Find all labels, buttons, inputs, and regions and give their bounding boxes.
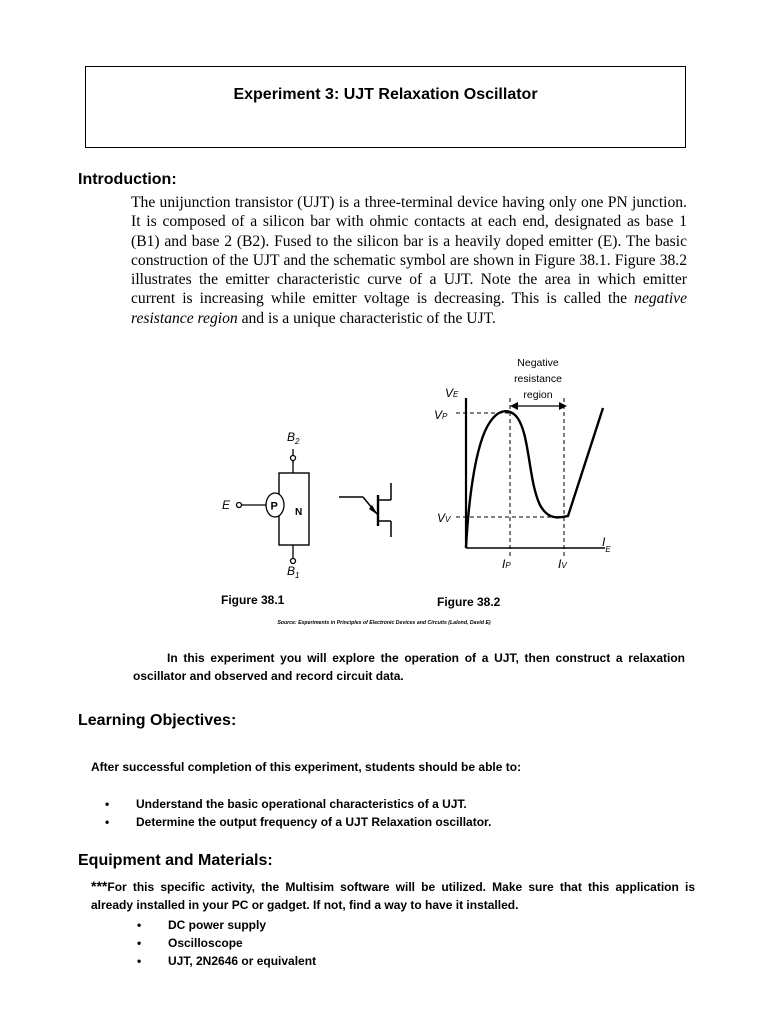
introduction-heading: Introduction: bbox=[78, 171, 177, 188]
objectives-list bbox=[105, 795, 491, 831]
list-item: • DC power supply bbox=[137, 918, 267, 932]
equipment-note: ***For this specific activity, the Multisim software will be utilized. Make sure that this application is already installed in your PC or gadget. If not, find a way to have it installed. bbox=[91, 878, 695, 912]
intro-text-emphasis: negative resistance region bbox=[131, 290, 687, 327]
equipment-heading: Equipment and Materials: bbox=[78, 852, 273, 869]
intro-text-part2: and is a unique characteristic of the UJT. bbox=[237, 309, 496, 327]
figure-38-2-caption: Figure 38.2 bbox=[437, 595, 501, 609]
label-vp: VP bbox=[434, 408, 448, 422]
label-negative-resistance-line1: Negative bbox=[517, 357, 559, 369]
stars-marker: *** bbox=[91, 878, 108, 894]
experiment-description: In this experiment you will explore the operation of a UJT, then construct a relaxation oscillator and observed and record circuit data. bbox=[133, 651, 685, 683]
e-terminal bbox=[237, 503, 242, 508]
figure-38-1-caption: Figure 38.1 bbox=[221, 593, 285, 607]
list-item: • Oscilloscope bbox=[137, 936, 243, 950]
label-b1: $B_1$ bbox=[287, 564, 300, 580]
equipment-list bbox=[137, 916, 316, 970]
objectives-lead: After successful completion of this experiment, students should be able to: bbox=[91, 760, 522, 774]
label-e: E bbox=[222, 498, 231, 512]
list-item: • Understand the basic operational characteristics of a UJT. bbox=[105, 797, 467, 811]
label-b2: $B_2$ bbox=[287, 430, 300, 446]
b2-terminal bbox=[291, 456, 296, 461]
label-ip: IP bbox=[502, 557, 511, 571]
label-negative-resistance-line3: region bbox=[523, 389, 553, 401]
label-ve: VE bbox=[445, 386, 459, 400]
label-negative-resistance-line2: resistance bbox=[514, 373, 562, 385]
emitter-characteristic-curve bbox=[466, 408, 603, 548]
figure-38-1 bbox=[215, 425, 405, 585]
learning-objectives-heading: Learning Objectives: bbox=[78, 712, 237, 729]
figure-38-2 bbox=[400, 350, 630, 580]
label-n: N bbox=[295, 507, 303, 518]
page-title: Experiment 3: UJT Relaxation Oscillator bbox=[233, 86, 538, 103]
label-iv: IV bbox=[558, 557, 567, 571]
label-vv: VV bbox=[437, 511, 451, 525]
negative-region-arrow bbox=[510, 402, 567, 410]
intro-text-part1: The unijunction transistor (UJT) is a three-terminal device having only one PN junction. It is composed of a silicon bar with ohmic contacts at each end, designated as base 1 (B1) and base 2 (B2). Fused to the silicon bar is a heavily doped emitter (E). The basic construction of the UJT and the schematic symbol are shown in Figure 38.1. Figure 38.2 illustrates the emitter characteristic curve of a UJT. Note the area in which emitter current is increasing while emitter voltage is decreasing. This is called the bbox=[131, 194, 687, 308]
label-ie: $I_E$ bbox=[602, 535, 611, 554]
ujt-schematic-symbol bbox=[339, 483, 391, 537]
title-box bbox=[85, 66, 686, 148]
b1-terminal bbox=[291, 559, 296, 564]
source-note: Source: Experiments in Principles of Electronic Devices and Circuits (Lalond, David E) bbox=[277, 620, 491, 626]
list-item: • Determine the output frequency of a UJT Relaxation oscillator. bbox=[105, 815, 492, 829]
introduction-paragraph bbox=[131, 193, 687, 328]
list-item: • UJT, 2N2646 or equivalent bbox=[137, 954, 317, 968]
label-p: P bbox=[270, 500, 278, 513]
